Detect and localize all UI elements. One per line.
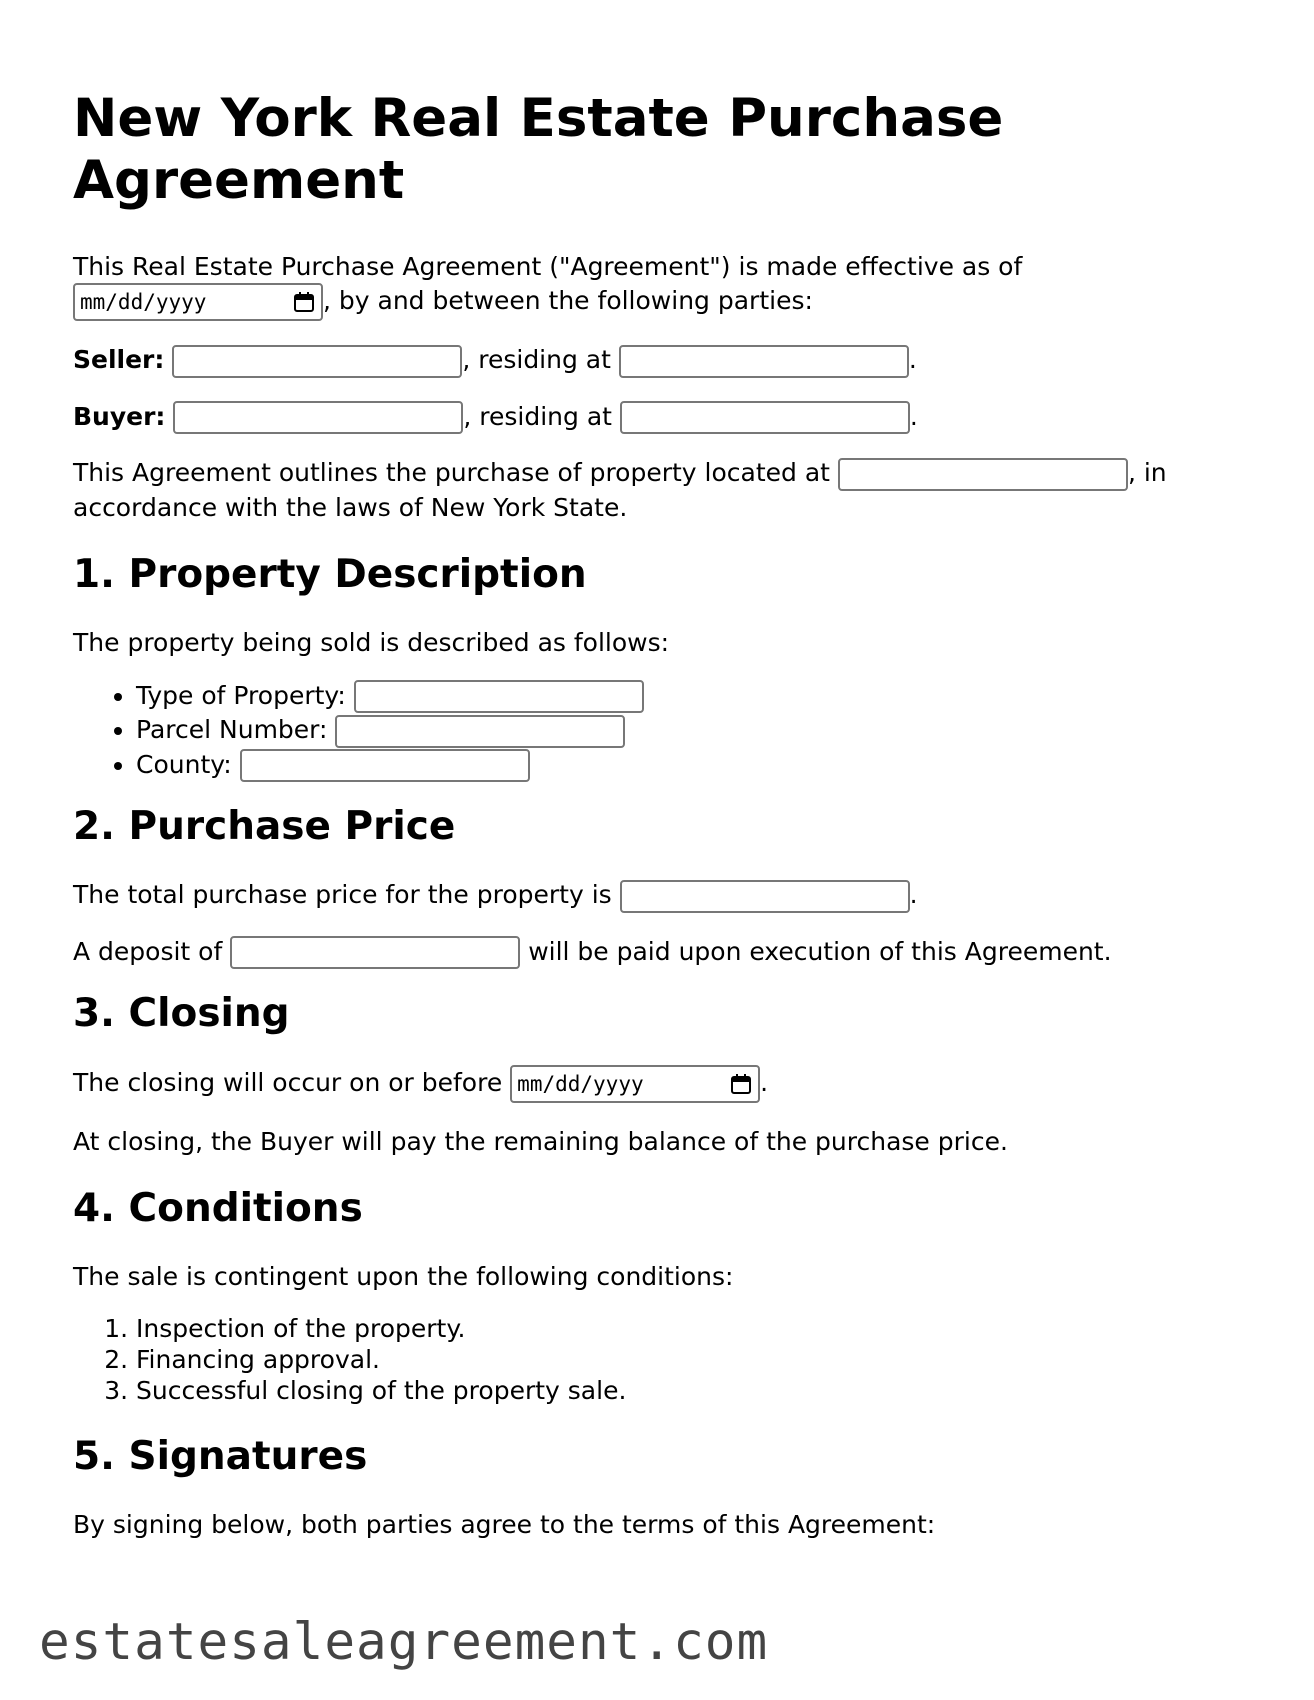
- calendar-icon[interactable]: [730, 1073, 752, 1095]
- county-label: County:: [136, 749, 232, 779]
- deposit-text-after: will be paid upon execution of this Agreement.: [528, 936, 1112, 966]
- seller-line-end: .: [908, 345, 917, 374]
- purchase-price-line: [73, 878, 1233, 913]
- section-heading-signatures: 5. Signatures: [73, 1434, 368, 1479]
- seller-residing-text: , residing at: [462, 345, 611, 374]
- property-type-input[interactable]: [354, 680, 644, 713]
- deposit-line: [73, 935, 1233, 970]
- seller-label: Seller:: [73, 345, 165, 374]
- intro-text-after: , by and between the following parties:: [323, 286, 813, 315]
- site-watermark: estatesaleagreement.com: [39, 1613, 769, 1672]
- property-details-list: [73, 679, 1233, 783]
- list-item: [136, 679, 1233, 714]
- buyer-address-input[interactable]: [620, 401, 910, 434]
- section-heading-purchase-price: 2. Purchase Price: [73, 804, 456, 849]
- intro-paragraph: [73, 250, 1233, 321]
- location-text-after: , in accordance with the laws of New York State.: [73, 458, 1167, 522]
- closing-date-text: The closing will occur on or before: [73, 1068, 503, 1097]
- parcel-number-input[interactable]: [335, 715, 625, 748]
- buyer-label: Buyer:: [73, 401, 166, 431]
- closing-date-placeholder: mm/dd/yyyy: [517, 1071, 644, 1096]
- seller-line: [73, 343, 1233, 378]
- effective-date-input[interactable]: [73, 283, 323, 321]
- conditions-list: [73, 1313, 1233, 1406]
- list-item: [136, 713, 1233, 748]
- buyer-residing-text: , residing at: [463, 401, 612, 431]
- agreement-document: [73, 88, 1233, 1541]
- property-description-text: The property being sold is described as follows:: [73, 627, 670, 657]
- parcel-number-label: Parcel Number:: [136, 715, 328, 744]
- section-heading-conditions: 4. Conditions: [73, 1186, 363, 1231]
- list-item: 2. Financing approval.: [136, 1344, 1233, 1375]
- list-item: 1. Inspection of the property.: [136, 1313, 1233, 1344]
- buyer-line-end: .: [909, 401, 918, 431]
- seller-name-input[interactable]: [172, 345, 462, 378]
- signatures-text: By signing below, both parties agree to the terms of this Agreement:: [73, 1510, 936, 1539]
- location-paragraph: [73, 456, 1223, 524]
- buyer-name-input[interactable]: [173, 401, 463, 434]
- closing-date-input[interactable]: [510, 1065, 760, 1103]
- purchase-price-input[interactable]: [620, 880, 910, 913]
- property-address-input[interactable]: [838, 458, 1128, 491]
- page-title: New York Real Estate Purchase Agreement: [73, 88, 1004, 211]
- section-heading-property-description: 1. Property Description: [73, 551, 587, 597]
- section-heading-closing: 3. Closing: [73, 991, 290, 1036]
- closing-date-end: .: [760, 1068, 769, 1097]
- list-item: [136, 748, 1233, 783]
- buyer-line: [73, 400, 1233, 435]
- purchase-price-end: .: [909, 880, 918, 909]
- effective-date-placeholder: mm/dd/yyyy: [80, 289, 207, 314]
- calendar-icon[interactable]: [293, 291, 315, 313]
- seller-address-input[interactable]: [619, 345, 909, 378]
- county-input[interactable]: [240, 749, 530, 782]
- list-item: 3. Successful closing of the property sale.: [136, 1375, 1233, 1406]
- property-type-label: Type of Property:: [136, 680, 346, 710]
- conditions-text: The sale is contingent upon the following conditions:: [73, 1262, 734, 1291]
- purchase-price-text: The total purchase price for the property is: [73, 880, 612, 909]
- deposit-text: A deposit of: [73, 936, 223, 966]
- closing-balance-text: At closing, the Buyer will pay the remaining balance of the purchase price.: [73, 1127, 1008, 1156]
- intro-text: This Real Estate Purchase Agreement ("Agreement") is made effective as of: [73, 252, 1023, 281]
- closing-date-line: [73, 1065, 1233, 1103]
- deposit-amount-input[interactable]: [230, 936, 520, 969]
- location-text: This Agreement outlines the purchase of property located at: [73, 458, 830, 487]
